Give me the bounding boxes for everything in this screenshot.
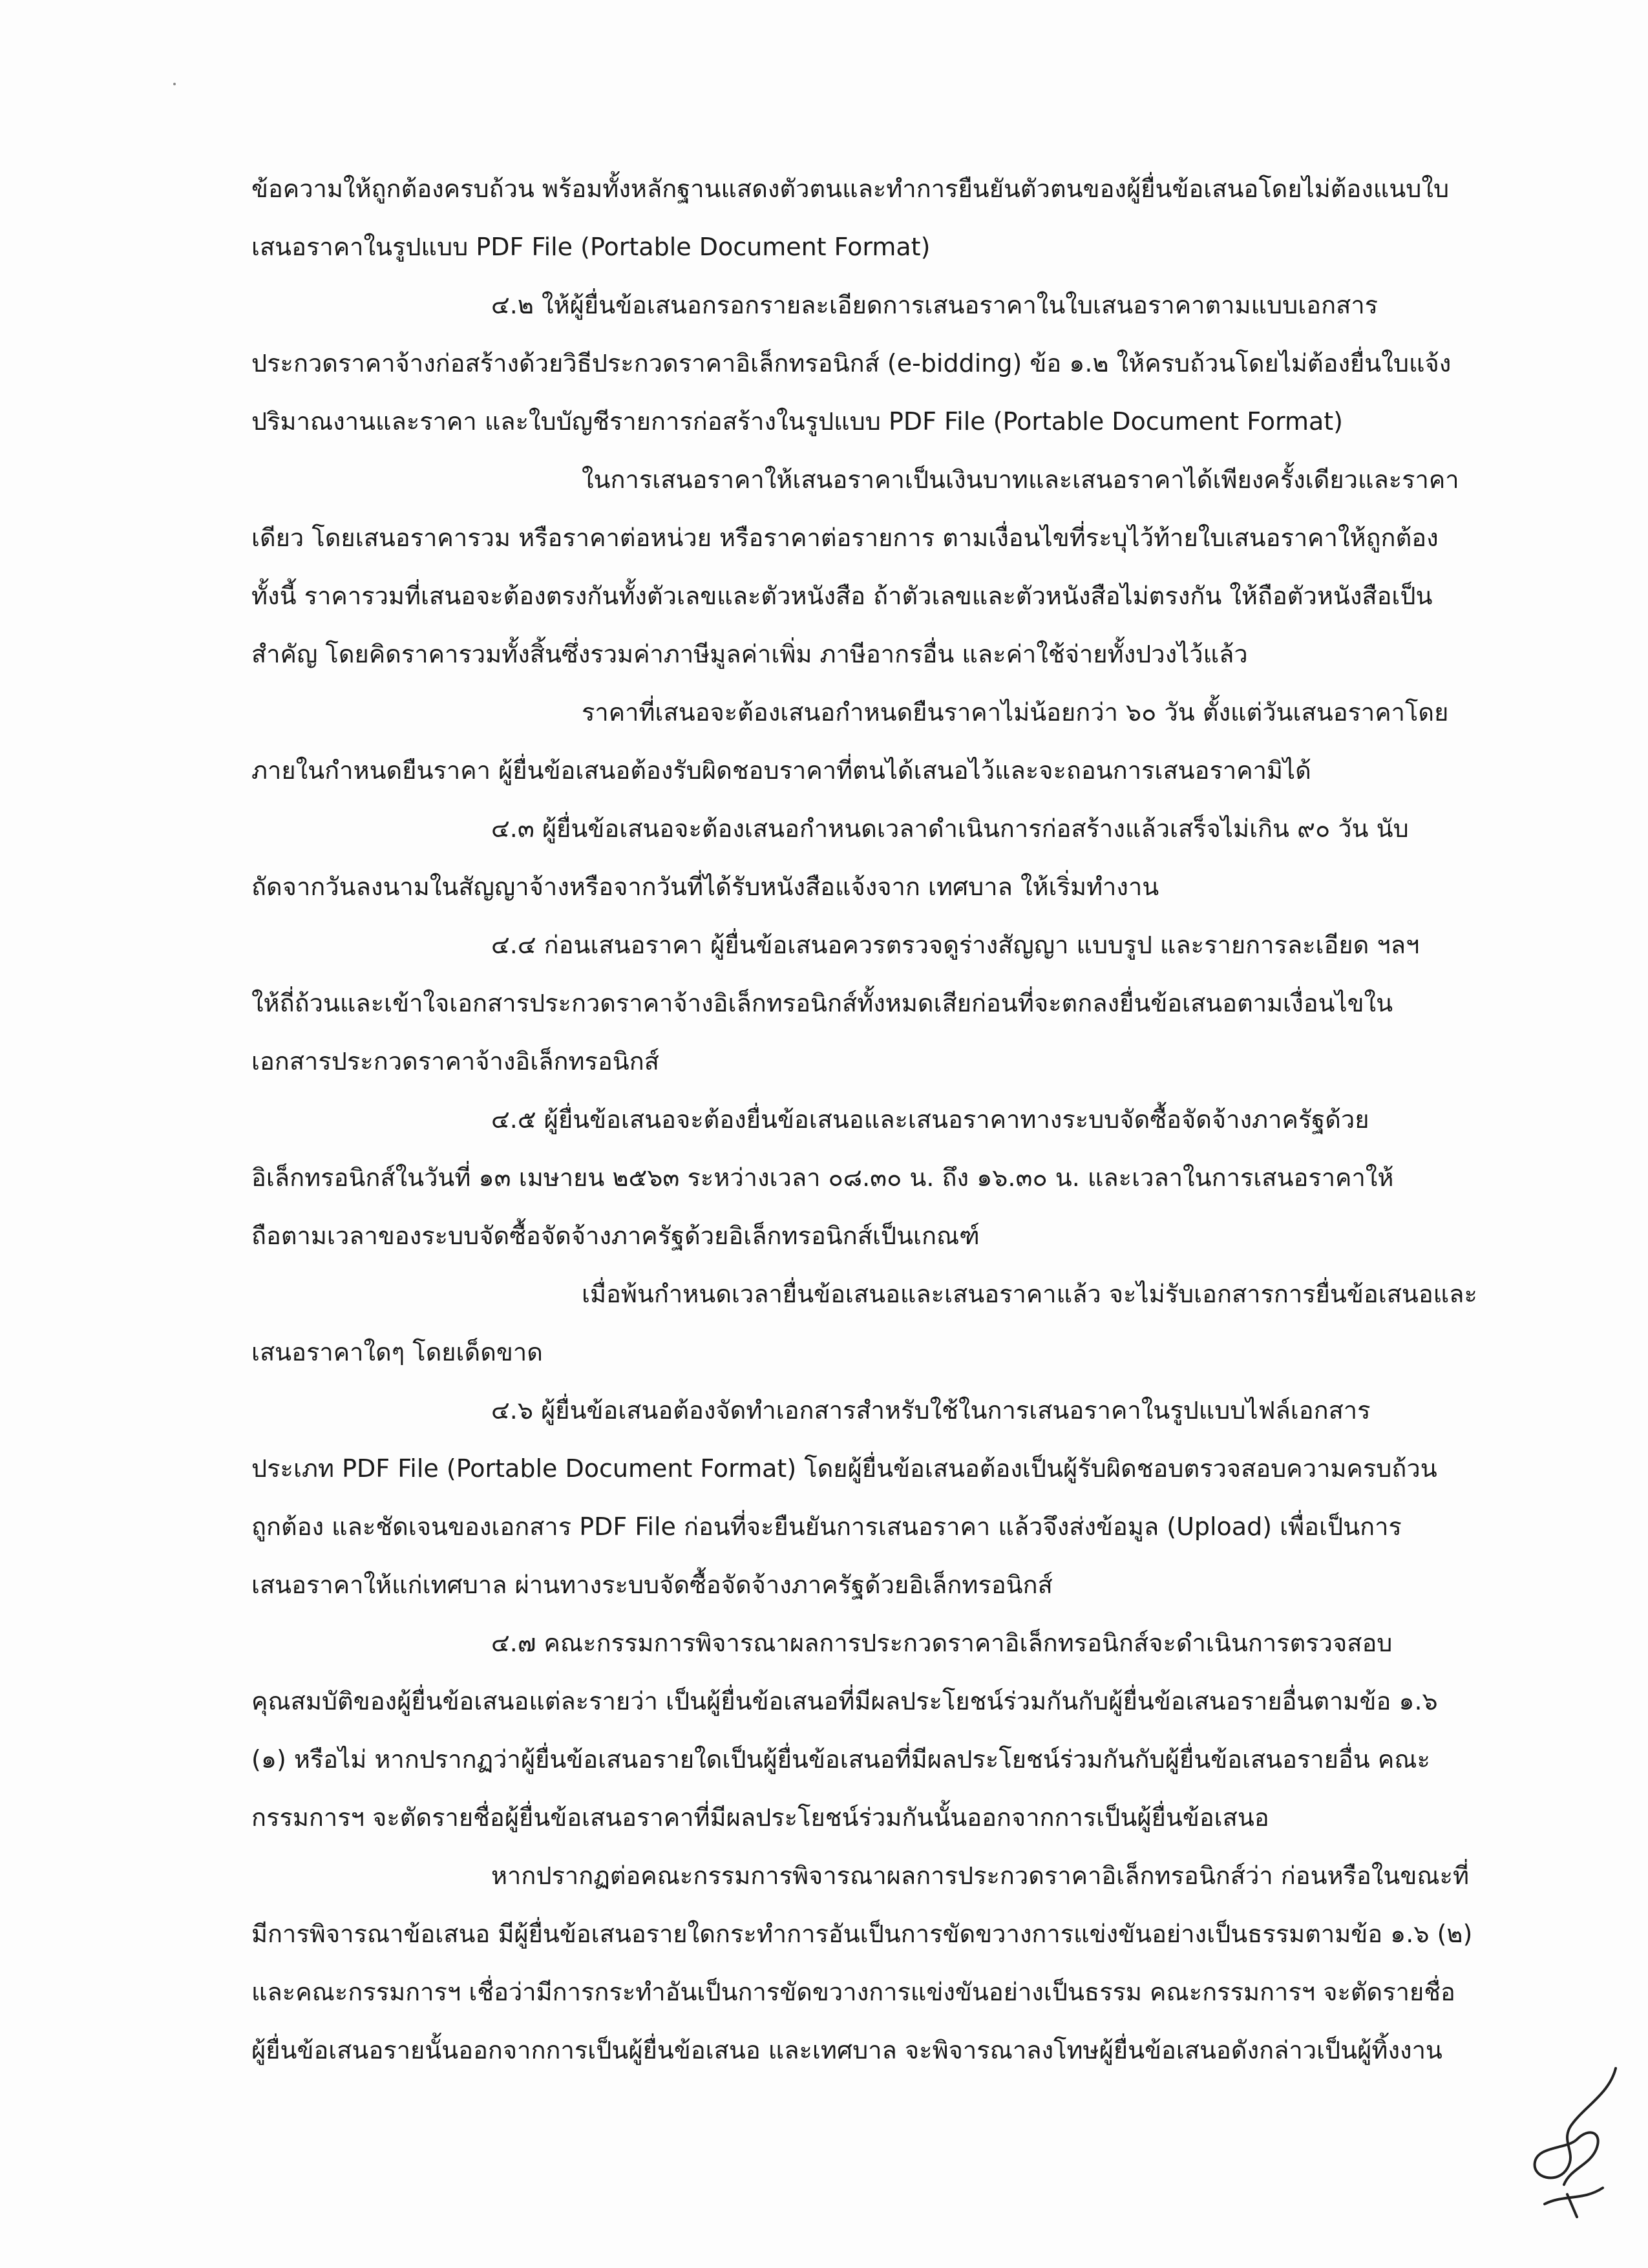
text-line: คุณสมบัติของผู้ยื่นข้อเสนอแต่ละรายว่า เป็นผู้ยื่นข้อเสนอที่มีผลประโยชน์ร่วมกันกับผู้ยื่นข้อเสนอรายอื่นตามข้อ ๑.๖ [251,1687,1438,1715]
text-line: เสนอราคาในรูปแบบ PDF File (Portable Document Format) [251,233,931,261]
text-line: ถูกต้อง และชัดเจนของเอกสาร PDF File ก่อนที่จะยืนยันการเสนอราคา แล้วจึงส่งข้อมูล (Upload) เพื่อเป็นการ [251,1512,1402,1541]
text-line: เอกสารประกวดราคาจ้างอิเล็กทรอนิกส์ [251,1047,659,1076]
text-line: มีการพิจารณาข้อเสนอ มีผู้ยื่นข้อเสนอรายใดกระทำการอันเป็นการขัดขวางการแข่งขันอย่างเป็นธรรมตามข้อ ๑.๖ (๒) [251,1920,1473,1948]
text-line: ปริมาณงานและราคา และใบบัญชีรายการก่อสร้างในรูปแบบ PDF File (Portable Document Format) [251,407,1343,436]
text-line: ทั้งนี้ ราคารวมที่เสนอจะต้องตรงกันทั้งตัวเลขและตัวหนังสือ ถ้าตัวเลขและตัวหนังสือไม่ตรงกัน ให้ถือตัวหนังสือเป็น [251,582,1433,610]
clause-4-2-heading: ๔.๒ ให้ผู้ยื่นข้อเสนอกรอกรายละเอียดการเสนอราคาในใบเสนอราคาตามแบบเอกสาร [491,291,1379,319]
text-line: และคณะกรรมการฯ เชื่อว่ามีการกระทำอันเป็นการขัดขวางการแข่งขันอย่างเป็นธรรม คณะกรรมการฯ จะตัดรายชื่อ [251,1978,1455,2006]
text-line: ให้ถี่ถ้วนและเข้าใจเอกสารประกวดราคาจ้างอิเล็กทรอนิกส์ทั้งหมดเสียก่อนที่จะตกลงยื่นข้อเสนอตามเงื่อนไขใน [251,989,1393,1017]
text-line: ราคาที่เสนอจะต้องเสนอกำหนดยืนราคาไม่น้อยกว่า ๖๐ วัน ตั้งแต่วันเสนอราคาโดย [582,698,1449,726]
text-line: เสนอราคาให้แก่เทศบาล ผ่านทางระบบจัดซื้อจัดจ้างภาครัฐด้วยอิเล็กทรอนิกส์ [251,1571,1053,1599]
text-line: เดียว โดยเสนอราคารวม หรือราคาต่อหน่วย หรือราคาต่อรายการ ตามเงื่อนไขที่ระบุไว้ท้ายใบเสนอราคาให้ถูกต้อง [251,524,1439,552]
text-line: (๑) หรือไม่ หากปรากฏว่าผู้ยื่นข้อเสนอรายใดเป็นผู้ยื่นข้อเสนอที่มีผลประโยชน์ร่วมกันกับผู้ยื่นข้อเสนอรายอื่น คณะ [251,1745,1430,1774]
clause-4-3-heading: ๔.๓ ผู้ยื่นข้อเสนอจะต้องเสนอกำหนดเวลาดำเนินการก่อสร้างแล้วเสร็จไม่เกิน ๙๐ วัน นับ [491,814,1409,843]
scan-speck [173,83,176,85]
clause-4-5-heading: ๔.๕ ผู้ยื่นข้อเสนอจะต้องยื่นข้อเสนอและเสนอราคาทางระบบจัดซื้อจัดจ้างภาครัฐด้วย [491,1105,1369,1134]
text-line: ประกวดราคาจ้างก่อสร้างด้วยวิธีประกวดราคาอิเล็กทรอนิกส์ (e-bidding) ข้อ ๑.๒ ให้ครบถ้วนโดยไม่ต้องยื่นใบแจ้ง [251,349,1452,377]
text-line: ถัดจากวันลงนามในสัญญาจ้างหรือจากวันที่ได้รับหนังสือแจ้งจาก เทศบาล ให้เริ่มทำงาน [251,873,1159,901]
text-line: สำคัญ โดยคิดราคารวมทั้งสิ้นซึ่งรวมค่าภาษีมูลค่าเพิ่ม ภาษีอากรอื่น และค่าใช้จ่ายทั้งปวงไว้แล้ว [251,640,1248,668]
text-line: ในการเสนอราคาให้เสนอราคาเป็นเงินบาทและเสนอราคาได้เพียงครั้งเดียวและราคา [582,465,1459,494]
text-line: ผู้ยื่นข้อเสนอรายนั้นออกจากการเป็นผู้ยื่นข้อเสนอ และเทศบาล จะพิจารณาลงโทษผู้ยื่นข้อเสนอดังกล่าวเป็นผู้ทิ้งงาน [251,2036,1442,2064]
text-line: อิเล็กทรอนิกส์ในวันที่ ๑๓ เมษายน ๒๕๖๓ ระหว่างเวลา ๐๘.๓๐ น. ถึง ๑๖.๓๐ น. และเวลาในการเสนอราคาให้ [251,1163,1394,1192]
text-line: ข้อความให้ถูกต้องครบถ้วน พร้อมทั้งหลักฐานแสดงตัวตนและทำการยืนยันตัวตนของผู้ยื่นข้อเสนอโดยไม่ต้องแนบใบ [251,175,1450,203]
handwritten-signature [1506,2055,1635,2223]
text-line: เมื่อพ้นกำหนดเวลายื่นข้อเสนอและเสนอราคาแล้ว จะไม่รับเอกสารการยื่นข้อเสนอและ [582,1280,1477,1308]
text-line: ถือตามเวลาของระบบจัดซื้อจัดจ้างภาครัฐด้วยอิเล็กทรอนิกส์เป็นเกณฑ์ [251,1222,980,1250]
clause-4-4-heading: ๔.๔ ก่อนเสนอราคา ผู้ยื่นข้อเสนอควรตรวจดูร่างสัญญา แบบรูป และรายการละเอียด ฯลฯ [491,931,1420,959]
text-line: กรรมการฯ จะตัดรายชื่อผู้ยื่นข้อเสนอราคาที่มีผลประโยชน์ร่วมกันนั้นออกจากการเป็นผู้ยื่นข้อเสนอ [251,1803,1269,1832]
text-line: ภายในกำหนดยืนราคา ผู้ยื่นข้อเสนอต้องรับผิดชอบราคาที่ตนได้เสนอไว้และจะถอนการเสนอราคามิได้ [251,756,1311,785]
clause-4-7-heading: ๔.๗ คณะกรรมการพิจารณาผลการประกวดราคาอิเล็กทรอนิกส์จะดำเนินการตรวจสอบ [491,1629,1393,1657]
text-line: ประเภท PDF File (Portable Document Format) โดยผู้ยื่นข้อเสนอต้องเป็นผู้รับผิดชอบตรวจสอบความครบถ้วน [251,1454,1437,1483]
text-line: เสนอราคาใดๆ โดยเด็ดขาด [251,1338,543,1366]
clause-4-6-heading: ๔.๖ ผู้ยื่นข้อเสนอต้องจัดทำเอกสารสำหรับใช้ในการเสนอราคาในรูปแบบไฟล์เอกสาร [491,1396,1371,1425]
text-line: หากปรากฏต่อคณะกรรมการพิจารณาผลการประกวดราคาอิเล็กทรอนิกส์ว่า ก่อนหรือในขณะที่ [491,1861,1470,1890]
